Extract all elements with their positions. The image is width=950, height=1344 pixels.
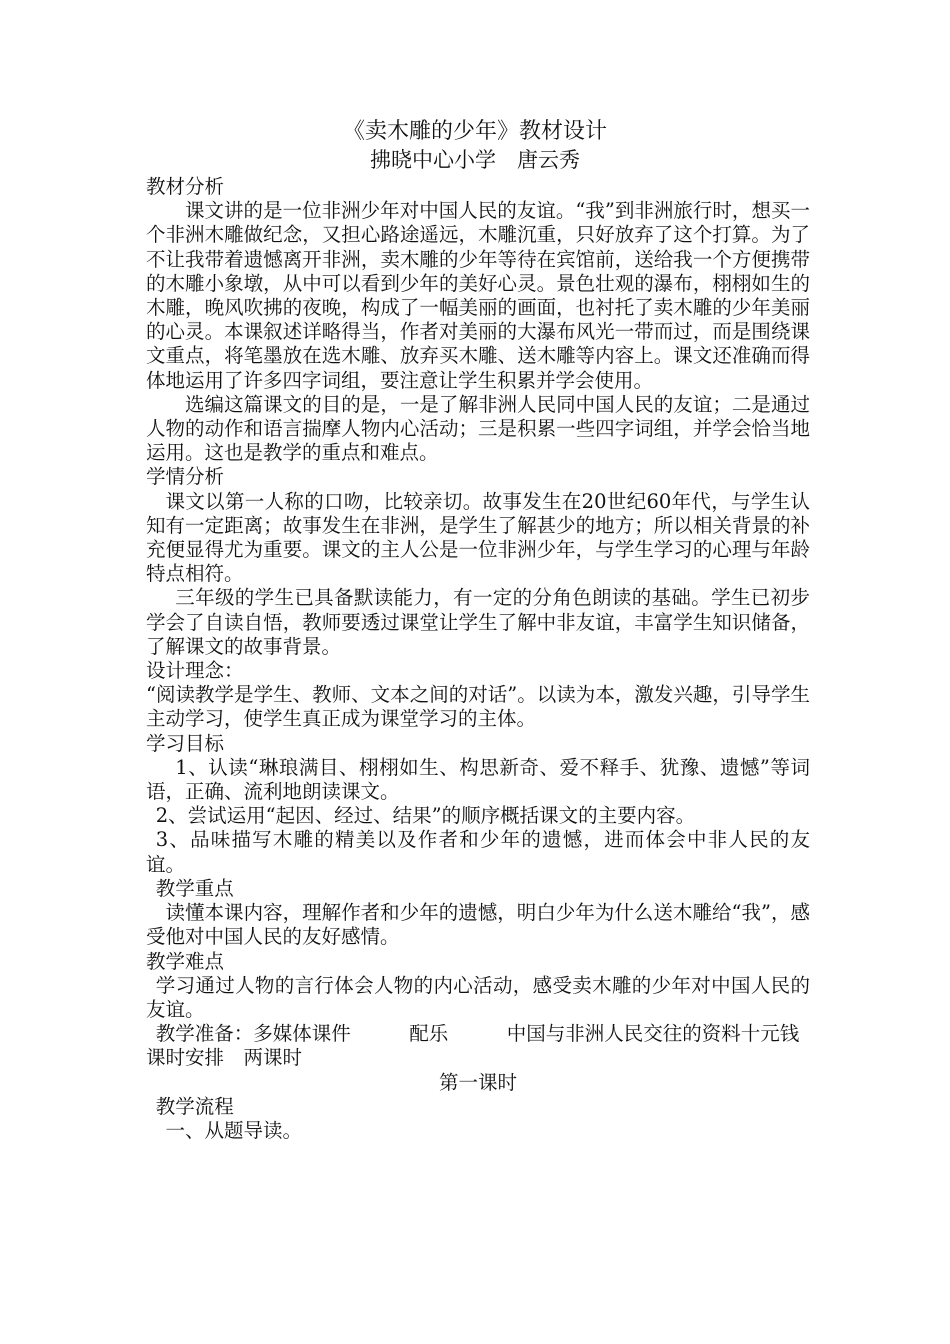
document-title: 《卖木雕的少年》教材设计 (342, 119, 607, 144)
section-heading-concept: 设计理念： (146, 659, 244, 683)
section-heading-goals: 学习目标 (146, 731, 225, 755)
goal-item-3: 3、品味描写木雕的精美以及作者和少年的遗憾，进而体会中非人民的友谊。 (146, 828, 810, 876)
concept-paragraph: “阅读教学是学生、教师、文本之间的对话”。以读为本，激发兴趣，引导学生主动学习，使学生真正成为课堂学习的主体。 (146, 683, 810, 731)
document-body (146, 175, 810, 1143)
learner-paragraph-2: 三年级的学生已具备默读能力，有一定的分角色朗读的基础。学生已初步学会了自读自悟，教师要透过课堂让学生了解中非友谊，丰富学生知识储备，了解课文的故事背景。 (146, 586, 810, 658)
goal-item-1: 1、认读“琳琅满目、栩栩如生、构思新奇、爱不释手、犹豫、遗憾”等词语，正确、流利地朗读课文。 (146, 755, 810, 804)
analysis-paragraph-1: 课文讲的是一位非洲少年对中国人民的友谊。“我”到非洲旅行时，想买一个非洲木雕做纪念，又担心路途遥远，木雕沉重，只好放弃了这个打算。为了不让我带着遗憾离开非洲，卖木雕的少年等待在宾馆前，送给我一个方便携带的木雕小象墩，从中可以看到少年的美好心灵。景色壮观的瀑布，栩栩如生的木雕，晚风吹拂的夜晚，构成了一幅美丽的画面，也衬托了卖木雕的少年美丽的心灵。本课叙述详略得当，作者对美丽的大瀑布风光一带而过，而是围绕课文重点，将笔墨放在选木雕、放弃买木雕、送木雕等内容上。课文还准确而得体地运用了许多四字词组，要注意让学生积累并学会使用。 (146, 199, 810, 392)
learner-paragraph-1: 课文以第一人称的口吻，比较亲切。故事发生在20世纪60年代，与学生认知有一定距离；故事发生在非洲，是学生了解甚少的地方；所以相关背景的补充便显得尤为重要。课文的主人公是一位非洲少年，与学生学习的心理与年龄特点相符。 (146, 489, 810, 586)
lesson-title: 第一课时 (438, 1070, 517, 1094)
section-heading-difficulty: 教学难点 (146, 949, 225, 973)
difficulty-paragraph: 学习通过人物的言行体会人物的内心活动，感受卖木雕的少年对中国人民的友谊。 (146, 973, 810, 1021)
section-heading-learner: 学情分析 (146, 465, 225, 489)
goal-item-2: 2、尝试运用“起因、经过、结果”的顺序概括课文的主要内容。 (155, 804, 696, 828)
key-paragraph: 读懂本课内容，理解作者和少年的遗憾，明白少年为什么送木雕给“我”，感受他对中国人民的友好感情。 (146, 901, 810, 949)
section-heading-key: 教学重点 (155, 876, 234, 900)
section-heading-process: 教学流程 (155, 1094, 234, 1118)
analysis-paragraph-2: 选编这篇课文的目的是，一是了解非洲人民同中国人民的友谊；二是通过人物的动作和语言揣摩人物内心活动；三是积累一些四字词组，并学会恰当地运用。这也是教学的重点和难点。 (146, 392, 810, 465)
preparation-line: 教学准备：多媒体课件 配乐 中国与非洲人民交往的资料十元钱 (155, 1022, 800, 1046)
section-heading-analysis: 教材分析 (146, 175, 225, 198)
schedule-line: 课时安排 两课时 (146, 1046, 303, 1070)
process-step-1: 一、从题导读。 (165, 1118, 303, 1142)
document-author: 拂晓中心小学 唐云秀 (370, 148, 580, 172)
